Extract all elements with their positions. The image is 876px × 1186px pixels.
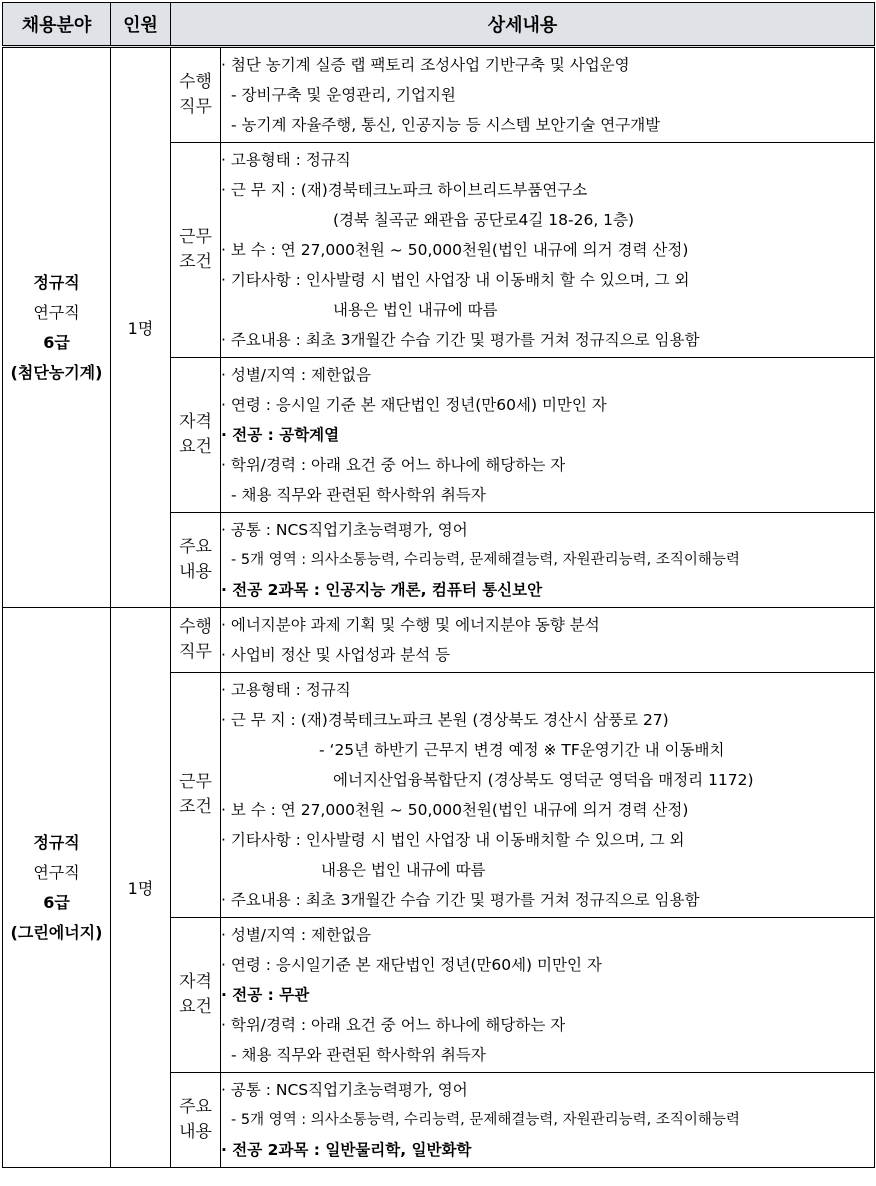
detail-line: - 5개 영역 : 의사소통능력, 수리능력, 문제해결능력, 자원관리능력, 조직이해능력 — [231, 1112, 740, 1128]
section-label: 주요 내용 — [171, 513, 221, 608]
detail-line: · 고용형태 : 정규직 — [221, 151, 351, 169]
section-content — [221, 918, 875, 1073]
detail-line: · 근 무 지 : (재)경북테크노파크 하이브리드부품연구소 — [221, 181, 588, 199]
detail-line: · 고용형태 : 정규직 — [221, 681, 351, 699]
header-count: 인원 — [111, 3, 171, 47]
detail-line: · 전공 : 무관 — [221, 986, 310, 1004]
detail-line: · 연령 : 응시일 기준 본 재단법인 정년(만60세) 미만인 자 — [221, 396, 607, 414]
detail-line: - 채용 직무와 관련된 학사학위 취득자 — [231, 1046, 486, 1064]
headcount: 1명 — [111, 608, 171, 1168]
section-label: 근무 조건 — [171, 143, 221, 358]
detail-line: · 전공 2과목 : 일반물리학, 일반화학 — [221, 1141, 472, 1159]
detail-line: - 5개 영역 : 의사소통능력, 수리능력, 문제해결능력, 자원관리능력, 조직이해능력 — [231, 552, 740, 568]
detail-line: · 첨단 농기계 실증 랩 팩토리 조성사업 기반구축 및 사업운영 — [221, 56, 630, 74]
detail-line: - 채용 직무와 관련된 학사학위 취득자 — [231, 486, 486, 504]
detail-line: 내용은 법인 내규에 따름 — [333, 301, 498, 319]
detail-line: · 기타사항 : 인사발령 시 법인 사업장 내 이동배치할 수 있으며, 그 외 — [221, 831, 685, 849]
detail-line: · 공통 : NCS직업기초능력평가, 영어 — [221, 1081, 468, 1099]
detail-line: · 에너지분야 과제 기획 및 수행 및 에너지분야 동향 분석 — [221, 616, 600, 634]
detail-line: · 주요내용 : 최초 3개월간 수습 기간 및 평가를 거쳐 정규직으로 임용함 — [221, 891, 700, 909]
header-detail: 상세내용 — [171, 3, 875, 47]
field-area: (첨단농기계) — [10, 362, 103, 382]
detail-line: - ‘25년 하반기 근무지 변경 예정 ※ TF운영기간 내 이동배치 — [319, 741, 725, 759]
detail-line: · 공통 : NCS직업기초능력평가, 영어 — [221, 521, 468, 539]
field-type: 정규직 — [33, 832, 80, 852]
detail-line: · 학위/경력 : 아래 요건 중 어느 하나에 해당하는 자 — [221, 1016, 566, 1034]
detail-line: · 성별/지역 : 제한없음 — [221, 366, 371, 384]
detail-line: · 전공 : 공학계열 — [221, 426, 340, 444]
section-label: 자격 요건 — [171, 358, 221, 513]
section-label: 근무 조건 — [171, 673, 221, 918]
detail-line: · 기타사항 : 인사발령 시 법인 사업장 내 이동배치 할 수 있으며, 그 외 — [221, 271, 690, 289]
header-field: 채용분야 — [3, 3, 111, 47]
detail-line: · 연령 : 응시일기준 본 재단법인 정년(만60세) 미만인 자 — [221, 956, 602, 974]
detail-line: · 성별/지역 : 제한없음 — [221, 926, 371, 944]
field-area: (그린에너지) — [10, 922, 103, 942]
headcount: 1명 — [111, 47, 171, 608]
group-row — [3, 47, 875, 143]
detail-line: · 보 수 : 연 27,000천원 ~ 50,000천원(법인 내규에 의거 경력 산정) — [221, 241, 689, 259]
field-role: 연구직 — [33, 302, 80, 322]
recruit-field-cell — [3, 608, 111, 1168]
section-content — [221, 608, 875, 673]
detail-line: · 보 수 : 연 27,000천원 ~ 50,000천원(법인 내규에 의거 경력 산정) — [221, 801, 689, 819]
section-label: 자격 요건 — [171, 918, 221, 1073]
group-row — [3, 608, 875, 673]
section-content — [221, 358, 875, 513]
section-content — [221, 1073, 875, 1168]
field-grade: 6급 — [43, 892, 70, 912]
section-content — [221, 673, 875, 918]
detail-line: - 장비구축 및 운영관리, 기업지원 — [231, 86, 456, 104]
section-content — [221, 143, 875, 358]
field-role: 연구직 — [33, 862, 80, 882]
detail-line: · 사업비 정산 및 사업성과 분석 등 — [221, 646, 451, 664]
section-content — [221, 47, 875, 143]
detail-line: · 주요내용 : 최초 3개월간 수습 기간 및 평가를 거쳐 정규직으로 임용함 — [221, 331, 700, 349]
section-label: 수행 직무 — [171, 47, 221, 143]
section-label: 주요 내용 — [171, 1073, 221, 1168]
section-content — [221, 513, 875, 608]
recruitment-table — [2, 2, 875, 1168]
detail-line: · 전공 2과목 : 인공지능 개론, 컴퓨터 통신보안 — [221, 581, 543, 599]
section-label: 수행 직무 — [171, 608, 221, 673]
detail-line: - 농기계 자율주행, 통신, 인공지능 등 시스템 보안기술 연구개발 — [231, 116, 661, 134]
field-grade: 6급 — [43, 332, 70, 352]
field-type: 정규직 — [33, 272, 80, 292]
detail-line: (경북 칠곡군 왜관읍 공단로4길 18-26, 1층) — [333, 211, 635, 229]
detail-line: · 근 무 지 : (재)경북테크노파크 본원 (경상북도 경산시 삼풍로 27) — [221, 711, 669, 729]
detail-line: 에너지산업융복합단지 (경상북도 영덕군 영덕읍 매정리 1172) — [333, 771, 754, 789]
detail-line: 내용은 법인 내규에 따름 — [321, 861, 486, 879]
header-row — [3, 3, 875, 47]
detail-line: · 학위/경력 : 아래 요건 중 어느 하나에 해당하는 자 — [221, 456, 566, 474]
recruit-field-cell — [3, 47, 111, 608]
